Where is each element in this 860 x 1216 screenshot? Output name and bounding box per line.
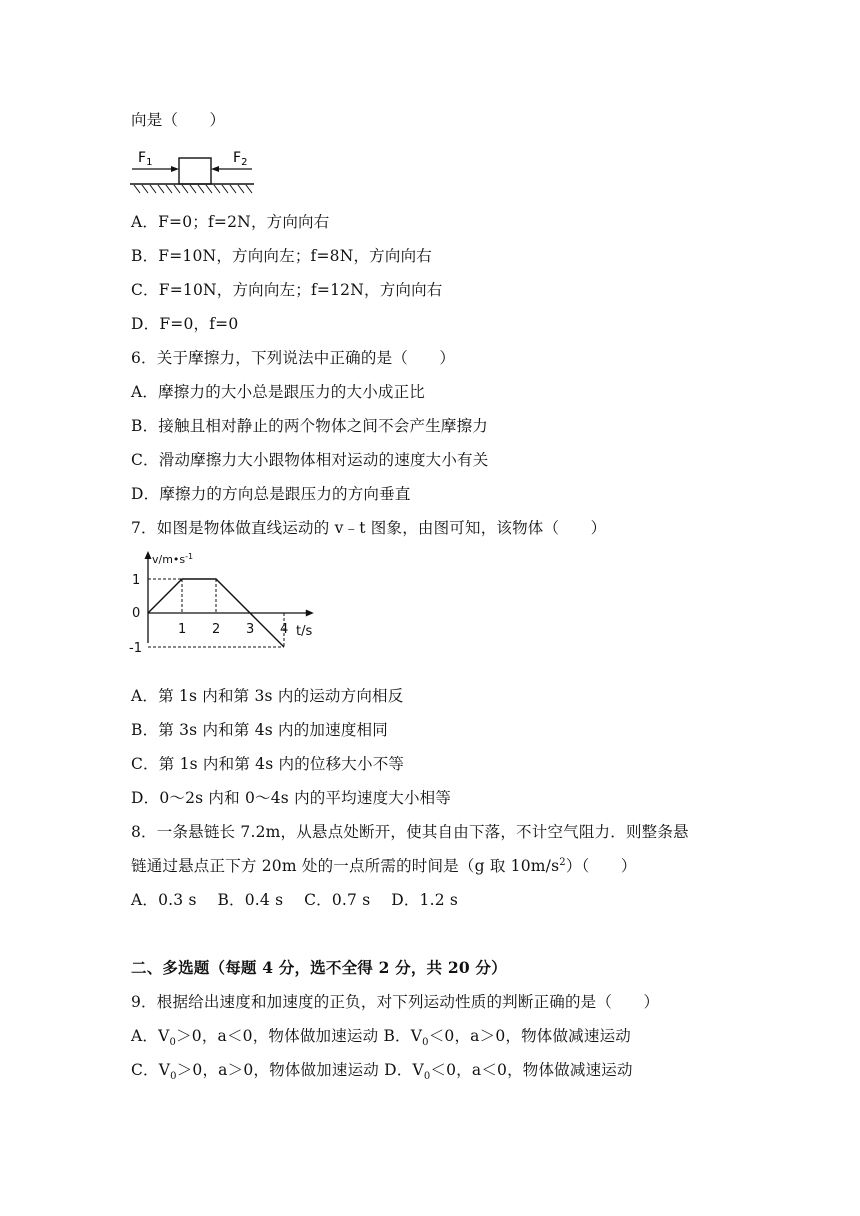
- q6-option-a: A．摩擦力的大小总是跟压力的大小成正比: [131, 383, 425, 401]
- q8-stem-line1: 8．一条悬链长 7.2m，从悬点处断开，使其自由下落，不计空气阻力．则整条悬: [131, 823, 689, 841]
- y-axis-label: $v/m•s^{-1}$: [152, 552, 194, 566]
- q6-stem: 6．关于摩擦力，下列说法中正确的是（ ）: [131, 349, 456, 367]
- y-axis-arrow: [145, 551, 152, 559]
- q7-option-a: A．第 1s 内和第 3s 内的运动方向相反: [131, 687, 404, 705]
- f2-label: $F_2$: [233, 150, 248, 168]
- q5-option-c: C．F=10N，方向向左；f=12N，方向向右: [131, 281, 443, 299]
- section-2-heading: 二、多选题（每题 4 分，选不全得 2 分，共 20 分）: [131, 958, 507, 977]
- x-tick-label-1: 1: [178, 622, 187, 637]
- q9-options-row1: [131, 1026, 631, 1049]
- q6-option-c: C．滑动摩擦力大小跟物体相对运动的速度大小有关: [131, 451, 489, 469]
- x-axis-arrow: [306, 610, 314, 617]
- q9-option-a: A．$V_0>0$，a＜0，物体做加速运动: [131, 1027, 379, 1049]
- q9-option-b: B．$V_0<0$，a＞0，物体做减速运动: [383, 1027, 631, 1049]
- f2-arrow-head: [211, 166, 219, 172]
- q5-option-a: A．F=0；f=2N，方向向右: [131, 213, 330, 231]
- y-tick-label-0: 0: [132, 606, 141, 621]
- ground-hatching: [134, 185, 252, 193]
- q5-option-b: B．F=10N，方向向左；f=8N，方向向右: [131, 247, 432, 265]
- q9-option-c: C．$V_0>0$，a＞0，物体做加速运动: [131, 1061, 379, 1083]
- x-axis-label: t/s: [296, 624, 313, 639]
- q5-stem-tail: 向是（ ）: [131, 111, 226, 129]
- q8-options: A．0.3 s B．0.4 s C．0.7 s D．1.2 s: [131, 891, 459, 909]
- q7-stem: 7．如图是物体做直线运动的 v﹣t 图象，由图可知，该物体（ ）: [131, 519, 607, 537]
- x-tick-label-3: 3: [246, 622, 255, 637]
- f1-arrow-head: [171, 166, 179, 172]
- x-tick-label-2: 2: [212, 622, 221, 637]
- q7-option-c: C．第 1s 内和第 4s 内的位移大小不等: [131, 755, 405, 773]
- q7-option-d: D．0～2s 内和 0～4s 内的平均速度大小相等: [131, 789, 452, 807]
- q5-option-d: D．F=0，f=0: [131, 315, 239, 333]
- y-tick-label-neg1: -1: [129, 641, 142, 656]
- force-block-figure: [128, 145, 258, 197]
- q6-option-d: D．摩擦力的方向总是跟压力的方向垂直: [131, 485, 411, 503]
- block: [179, 158, 211, 184]
- q7-option-b: B．第 3s 内和第 4s 内的加速度相同: [131, 721, 388, 739]
- q9-stem: 9．根据给出速度和加速度的正负，对下列运动性质的判断正确的是（ ）: [131, 993, 660, 1011]
- q8-stem-line2: 链通过悬点正下方 20m 处的一点所需的时间是（g 取 $10m/s^2$）（ ）: [131, 856, 637, 875]
- vt-graph: [126, 550, 330, 670]
- y-tick-label-1: 1: [132, 573, 141, 588]
- q9-option-d: D．$V_0<0$，a＜0，物体做减速运动: [384, 1061, 633, 1083]
- q9-options-row2: [131, 1060, 633, 1083]
- x-tick-label-4: 4: [280, 622, 289, 637]
- q6-option-b: B．接触且相对静止的两个物体之间不会产生摩擦力: [131, 417, 488, 435]
- f1-label: $F_1$: [138, 150, 153, 168]
